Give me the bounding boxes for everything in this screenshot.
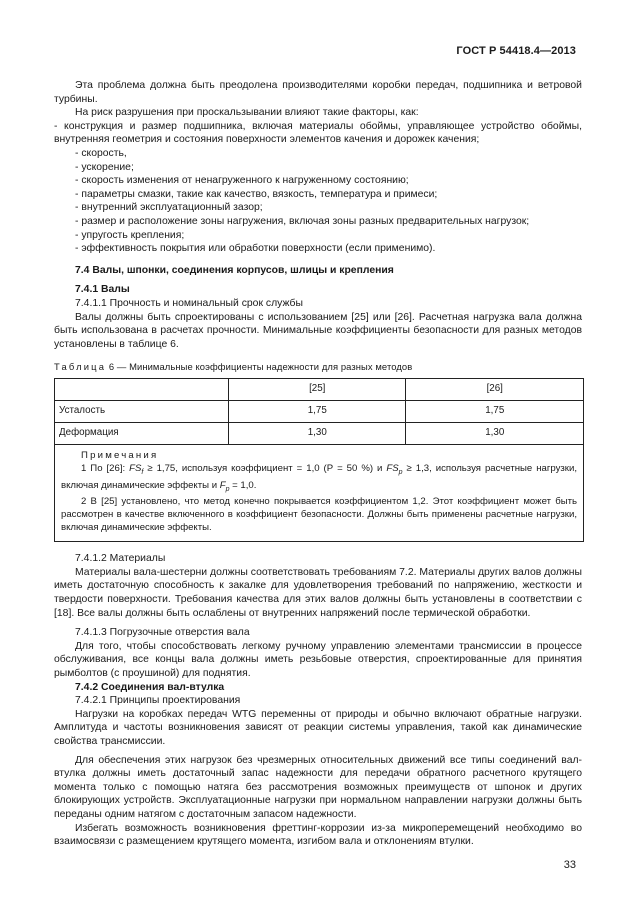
factor-item: - конструкция и размер подшипника, включая материалы обоймы, управляющее устройство обоймы, внутренняя геометрия и состояния поверхности элементов качения и дорожек качения;	[54, 120, 582, 146]
f-symbol: F	[219, 479, 226, 491]
design-paragraph-3: Избегать возможность возникновения фреттинг-коррозии из-за микроперемещений необходимо во взаимосвязи с размещением крутящего момента, изгибом вала и отклонениям втулки.	[54, 822, 582, 848]
table-6	[54, 378, 584, 542]
table-header-cell	[55, 378, 229, 400]
table-cell: 1,30	[406, 422, 584, 444]
fs-symbol: FS	[129, 463, 142, 475]
document-code: ГОСТ Р 54418.4—2013	[456, 45, 576, 57]
table-6-caption	[54, 360, 582, 374]
factor-item: - эффективность покрытия или обработки поверхности (если применимо).	[75, 243, 436, 255]
row-label: Усталость	[55, 400, 229, 422]
note-1-part: ≥ 1,75, используя коэффициент = 1,0 (Р = 50 %) и	[143, 463, 387, 475]
table-cell: 1,30	[229, 422, 406, 444]
table-notes-row	[55, 444, 584, 541]
f-subscript: p	[225, 485, 230, 493]
design-paragraph-1: Нагрузки на коробках передач WTG переменны от природы и обычно включают обратные нагрузки. Амплитуда и частоты возникновения зависят от реакции системы управления, такой как динамические свойства трансмиссии.	[54, 708, 582, 747]
note-1-part: ≥ 1,3, используя расчетные нагрузки, включая динамические эффекты и	[61, 463, 577, 491]
table-row	[55, 422, 584, 444]
fs-subscript: p	[398, 469, 403, 477]
table-header-row	[55, 378, 584, 400]
section-heading-7-4-1: 7.4.1 Валы	[75, 284, 130, 296]
note-1	[61, 463, 577, 496]
shaft-strength-paragraph: Валы должны быть спроектированы с использованием [25] или [26]. Расчетная нагрузка вала должна быть использована в расчетах прочности. Минимальные коэффициенты безопасности для разных методов установлены в таблице 6.	[54, 311, 582, 350]
factor-item: - ускорение;	[75, 161, 134, 173]
factor-item: - размер и расположение зоны нагружения, включая зоны разных предварительных нагрузок;	[75, 215, 530, 227]
table-header-cell: [25]	[229, 378, 406, 400]
section-heading-7-4-2: 7.4.2 Соединения вал-втулка	[75, 681, 225, 693]
subsection-heading-7-4-1-3: 7.4.1.3 Погрузочные отверстия вала	[75, 627, 250, 639]
lifting-holes-paragraph: Для того, чтобы способствовать легкому ручному управлению элементами трансмиссии в процессе обслуживания, все концы вала должны иметь резьбовые отверстия, спроектированные для принятия рымболтов (с проушиной) для поднятия.	[54, 640, 582, 679]
page-body	[54, 79, 582, 849]
factors-lead: На риск разрушения при проскальзывании влияют такие факторы, как:	[75, 107, 419, 119]
note-2: 2 В [25] установлено, что метод конечно покрывается коэффициентом 1,2. Этот коэффициент может быть рассмотрен в качестве включенного в коэффициент безопасности. Должны быть применены расчетные нагрузки, включая динамические эффекты.	[61, 496, 577, 533]
factor-item: - скорость,	[75, 147, 127, 159]
table-cell: 1,75	[406, 400, 584, 422]
note-1-part: = 1,0.	[229, 479, 257, 491]
section-heading-7-4: 7.4 Валы, шпонки, соединения корпусов, шлицы и крепления	[75, 264, 394, 276]
subsection-heading-7-4-2-1: 7.4.2.1 Принципы проектирования	[75, 695, 241, 707]
fs-subscript: f	[141, 469, 144, 477]
materials-paragraph: Материалы вала-шестерни должны соответствовать требованиям 7.2. Материалы других валов должны иметь достаточную способность к закалке для удовлетворения требований по напряжению, жесткости и твердости поверхности. Требования качества для этих валов должны быть установлены в соответствии с [18]. Все валы должны быть ослаблены от внутренних напряжений после термической обработки.	[54, 566, 582, 619]
note-1-part: 1 По [26]:	[81, 463, 130, 475]
table-cell: 1,75	[229, 400, 406, 422]
table-notes	[55, 444, 584, 541]
subsection-heading-7-4-1-1: 7.4.1.1 Прочность и номинальный срок службы	[75, 297, 303, 309]
design-paragraph-2: Для обеспечения этих нагрузок без чрезмерных относительных движений все типы соединений вал-втулка должны иметь достаточный запас надежности для передачи обратного расчетного крутящего момента только с помощью натяга без рассмотрения возможных преимуществ от шпонок и других блокирующих устройств. Эксплуатационные нагрузки при нормальном направлении нагрузки должны быть переданы одним натягом с достаточным запасом надежности.	[54, 754, 582, 820]
table-row	[55, 400, 584, 422]
row-label: Деформация	[55, 422, 229, 444]
factor-item: - скорость изменения от ненагруженного к нагруженному состоянию;	[75, 175, 409, 187]
table-caption-text: 6 — Минимальные коэффициенты надежности для разных методов	[106, 361, 413, 373]
intro-paragraph: Эта проблема должна быть преодолена производителями коробки передач, подшипника и ветровой турбины.	[54, 80, 582, 105]
factor-item: - внутренний эксплуатационный зазор;	[75, 202, 263, 214]
factor-item: - параметры смазки, такие как качество, вязкость, температура и примеси;	[75, 188, 438, 200]
page-number: 33	[563, 859, 576, 871]
fs-symbol: FS	[386, 463, 399, 475]
notes-title: Примечания	[81, 449, 159, 461]
table-header-cell: [26]	[406, 378, 584, 400]
factor-item: - упругость крепления;	[75, 229, 185, 241]
table-caption-prefix: Таблица	[54, 361, 107, 373]
subsection-heading-7-4-1-2: 7.4.1.2 Материалы	[75, 553, 166, 565]
